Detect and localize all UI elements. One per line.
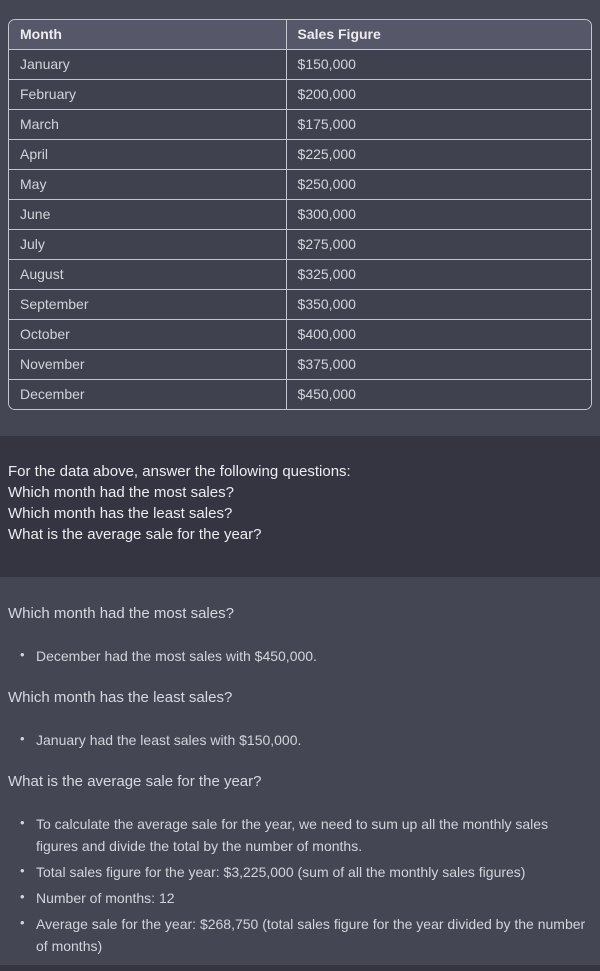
month-cell: December [9, 380, 286, 410]
answer-question-most-sales: Which month had the most sales? [8, 605, 234, 622]
answer-bullet: • December had the most sales with $450,000. [36, 645, 592, 667]
answer-bullet: • January had the least sales with $150,000. [36, 729, 592, 751]
sales-figure-cell: $350,000 [286, 290, 591, 320]
table-row [9, 320, 591, 350]
table-row [9, 50, 591, 80]
answer-bullet: • To calculate the average sale for the year, we need to sum up all the monthly sales figures and divide the total by the number of months. [36, 813, 592, 857]
sales-figure-cell: $225,000 [286, 140, 591, 170]
table-header-row [9, 20, 591, 50]
month-cell: April [9, 140, 286, 170]
answer-question-average-sale: What is the average sale for the year? [8, 773, 262, 790]
month-cell: June [9, 200, 286, 230]
table-header-month: Month [9, 20, 286, 50]
answer-bullet: • Number of months: 12 [36, 887, 592, 909]
sales-table-body [9, 50, 591, 410]
user-message-line: What is the average sale for the year? [8, 526, 262, 543]
table-row [9, 380, 591, 410]
assistant-message-answer [0, 577, 600, 965]
table-row [9, 350, 591, 380]
month-cell: October [9, 320, 286, 350]
sales-figure-cell: $450,000 [286, 380, 591, 410]
sales-table-head [9, 20, 591, 50]
table-header-sales-figure: Sales Figure [286, 20, 591, 50]
sales-figure-cell: $150,000 [286, 50, 591, 80]
sales-figure-cell: $325,000 [286, 260, 591, 290]
table-row [9, 260, 591, 290]
next-section-strip [0, 965, 600, 971]
sales-figure-cell: $400,000 [286, 320, 591, 350]
user-message-line: For the data above, answer the following questions: [8, 463, 351, 480]
month-cell: January [9, 50, 286, 80]
sales-table-container [8, 19, 592, 410]
sales-figure-cell: $250,000 [286, 170, 591, 200]
table-row [9, 200, 591, 230]
month-cell: September [9, 290, 286, 320]
sales-figure-cell: $300,000 [286, 200, 591, 230]
assistant-message-table [0, 0, 600, 436]
sales-figure-cell: $175,000 [286, 110, 591, 140]
answer-bullet: • Total sales figure for the year: $3,225,000 (sum of all the monthly sales figures) [36, 861, 592, 883]
user-message [0, 436, 600, 577]
table-row [9, 230, 591, 260]
answer-list-average-sale [8, 813, 592, 957]
answer-question-least-sales: Which month has the least sales? [8, 689, 233, 706]
table-row [9, 170, 591, 200]
user-message-line: Which month has the least sales? [8, 505, 233, 522]
month-cell: May [9, 170, 286, 200]
table-row [9, 140, 591, 170]
sales-figure-cell: $375,000 [286, 350, 591, 380]
answer-list-most-sales [8, 645, 592, 667]
sales-table [9, 20, 591, 409]
month-cell: July [9, 230, 286, 260]
sales-figure-cell: $275,000 [286, 230, 591, 260]
month-cell: March [9, 110, 286, 140]
table-row [9, 290, 591, 320]
month-cell: August [9, 260, 286, 290]
user-message-line: Which month had the most sales? [8, 484, 234, 501]
month-cell: February [9, 80, 286, 110]
table-row [9, 80, 591, 110]
answer-bullet: • Average sale for the year: $268,750 (total sales figure for the year divided by the number of months) [36, 913, 592, 957]
month-cell: November [9, 350, 286, 380]
sales-figure-cell: $200,000 [286, 80, 591, 110]
answer-list-least-sales [8, 729, 592, 751]
table-row [9, 110, 591, 140]
